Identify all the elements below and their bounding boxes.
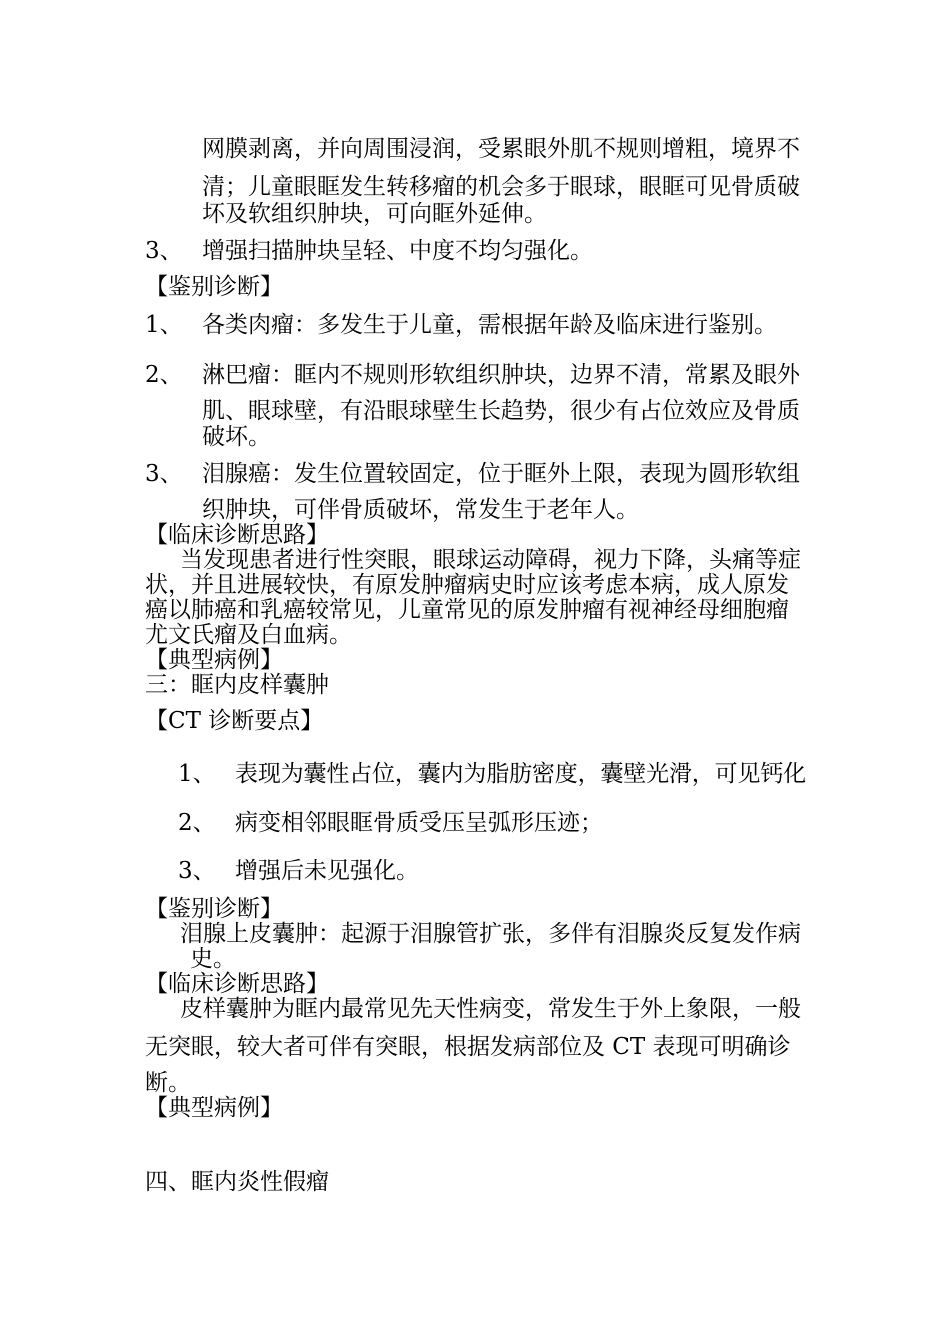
list-item-text: 肌、眼球壁，有沿眼球壁生长趋势，很少有占位效应及骨质 <box>202 398 800 424</box>
paragraph-line: 断。 <box>145 1070 191 1096</box>
list-number: 1、 <box>145 312 183 338</box>
list-item-text: 破坏。 <box>202 424 271 450</box>
paragraph-line: 状，并且进展较快，有原发肿瘤病史时应该考虑本病，成人原发 <box>145 572 789 598</box>
list-number: 2、 <box>145 362 183 388</box>
list-item-text: 各类肉瘤：多发生于儿童，需根据年龄及临床进行鉴别。 <box>202 312 777 338</box>
list-number: 3、 <box>145 238 183 264</box>
section-heading: 【典型病例】 <box>145 647 283 673</box>
list-item-text: 增强后未见强化。 <box>235 858 419 884</box>
section-heading: 【CT 诊断要点】 <box>145 708 324 734</box>
list-number: 3、 <box>178 858 216 884</box>
section-heading: 【鉴别诊断】 <box>145 274 283 300</box>
list-item-text: 病变相邻眼眶骨质受压呈弧形压迹； <box>235 810 603 836</box>
list-item-text: 增强扫描肿块呈轻、中度不均匀强化。 <box>202 238 593 264</box>
list-item-text: 淋巴瘤：眶内不规则形软组织肿块，边界不清，常累及眼外 <box>202 362 800 388</box>
text-line: 清；儿童眼眶发生转移瘤的机会多于眼球，眼眶可见骨质破 <box>202 174 800 200</box>
paragraph-line: 尤文氏瘤及白血病。 <box>145 622 352 648</box>
list-item-text: 表现为囊性占位，囊内为脂肪密度，囊壁光滑，可见钙化 <box>235 761 807 787</box>
section-heading: 【临床诊断思路】 <box>145 971 329 997</box>
text-line: 网膜剥离，并向周围浸润，受累眼外肌不规则增粗，境界不 <box>202 136 800 162</box>
paragraph-line: 无突眼，较大者可伴有突眼，根据发病部位及 CT 表现可明确诊 <box>145 1034 791 1060</box>
list-item-text: 泪腺癌：发生位置较固定，位于眶外上限，表现为圆形软组 <box>202 461 800 487</box>
list-item-text: 织肿块，可伴骨质破坏，常发生于老年人。 <box>202 497 639 523</box>
list-number: 1、 <box>178 761 216 787</box>
section-title: 三：眶内皮样囊肿 <box>145 672 329 698</box>
section-title: 四、眶内炎性假瘤 <box>145 1169 329 1195</box>
section-heading: 【临床诊断思路】 <box>145 522 329 548</box>
section-heading: 【鉴别诊断】 <box>145 896 283 922</box>
section-heading: 【典型病例】 <box>145 1095 283 1121</box>
paragraph-line: 癌以肺癌和乳癌较常见，儿童常见的原发肿瘤有视神经母细胞瘤 <box>145 597 789 623</box>
paragraph-line: 皮样囊肿为眶内最常见先天性病变，常发生于外上象限，一般 <box>180 996 801 1022</box>
paragraph-line: 当发现患者进行性突眼，眼球运动障碍，视力下降，头痛等症 <box>180 547 801 573</box>
list-number: 2、 <box>178 810 216 836</box>
paragraph-line: 史。 <box>190 946 236 972</box>
paragraph-line: 泪腺上皮囊肿：起源于泪腺管扩张，多伴有泪腺炎反复发作病 <box>180 921 801 947</box>
text-line: 坏及软组织肿块，可向眶外延伸。 <box>202 201 547 227</box>
list-number: 3、 <box>145 461 183 487</box>
